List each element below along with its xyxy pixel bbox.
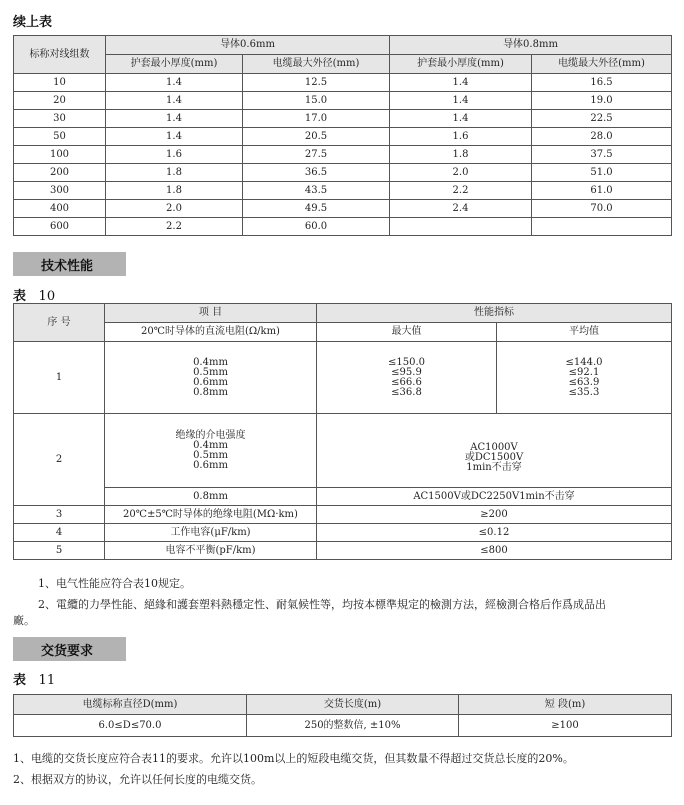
row5-value: ≤800 — [317, 542, 672, 560]
cell-diameter-08: 22.5 — [532, 110, 672, 128]
cell-pair-count: 300 — [14, 182, 106, 200]
row5-seq: 5 — [14, 542, 105, 560]
row1-avg: ≤144.0 — [565, 356, 603, 368]
cell-diameter-08: 70.0 — [532, 200, 672, 218]
row1-seq: 1 — [14, 342, 105, 414]
header-conductor-08: 导体0.8mm — [390, 36, 672, 55]
cell-pair-count: 30 — [14, 110, 106, 128]
cell-diameter-06: 36.5 — [243, 164, 390, 182]
cell-diameter-06: 17.0 — [243, 110, 390, 128]
header-cable-diameter: 电缆标称直径D(mm) — [14, 695, 247, 715]
note11-1: 1、电缆的交货长度应符合表11的要求。允许以100m以上的短段电缆交货，但其数量不得超过交货总长度的20%。 — [13, 752, 574, 765]
cell-thickness-06: 1.8 — [106, 164, 243, 182]
note11-2: 2、根据双方的协议，允许以任何长度的电缆交货。 — [13, 773, 262, 786]
cell-thickness-08: 1.4 — [390, 92, 532, 110]
row1-avg: ≤92.1 — [568, 366, 600, 378]
continuation-title: 续上表 — [13, 15, 53, 30]
section-technical-performance: 技术性能 — [13, 252, 126, 276]
row3-seq: 3 — [14, 506, 105, 524]
row3-item: 20℃±5℃时导体的绝缘电阻(MΩ·km) — [105, 506, 317, 524]
cell-thickness-08: 2.2 — [390, 182, 532, 200]
cell-pair-count: 400 — [14, 200, 106, 218]
cell-diameter-06: 49.5 — [243, 200, 390, 218]
row1-avg: ≤63.9 — [568, 376, 600, 388]
row1-max: ≤95.9 — [391, 366, 422, 378]
cell-thickness-06: 2.2 — [106, 218, 243, 236]
cell-pair-count: 50 — [14, 128, 106, 146]
cell-diameter-06: 20.5 — [243, 128, 390, 146]
row1-max: ≤150.0 — [387, 356, 425, 368]
row2-value: 或DC1500V — [464, 451, 524, 463]
table11-number: 11 — [38, 673, 56, 688]
cell-diameter-08: 61.0 — [532, 182, 672, 200]
table-row — [14, 200, 672, 218]
cell-diameter-range: 6.0≤D≤70.0 — [14, 715, 247, 737]
cell-thickness-06: 1.4 — [106, 110, 243, 128]
table10-label: 表 — [13, 289, 27, 304]
row2-seq: 2 — [14, 414, 105, 506]
cell-diameter-08: 19.0 — [532, 92, 672, 110]
row1-size: 0.8mm — [193, 386, 228, 398]
cell-thickness-06: 2.0 — [106, 200, 243, 218]
header-delivery-length: 交货长度(m) — [247, 695, 459, 715]
row2-size: 0.8mm — [105, 488, 317, 506]
row1-avg: ≤35.3 — [568, 386, 600, 398]
table11-label: 表 — [13, 673, 27, 688]
note10-1: 1、电气性能应符合表10规定。 — [38, 577, 191, 590]
header-seq: 序 号 — [14, 304, 105, 342]
technical-performance-table — [13, 303, 672, 560]
cell-pair-count: 10 — [14, 74, 106, 92]
header-cable-diameter: 电缆最大外径(mm) — [532, 55, 672, 74]
cell-diameter-08: 37.5 — [532, 146, 672, 164]
row5-item: 电容不平衡(pF/km) — [105, 542, 317, 560]
table-row — [14, 110, 672, 128]
cell-diameter-08: 51.0 — [532, 164, 672, 182]
cell-pair-count: 100 — [14, 146, 106, 164]
table-row — [14, 164, 672, 182]
cell-thickness-06: 1.6 — [106, 146, 243, 164]
row4-item: 工作电容(μF/km) — [105, 524, 317, 542]
header-pair-count: 标称对线组数 — [14, 36, 106, 74]
cell-diameter-06: 60.0 — [243, 218, 390, 236]
row2-title: 绝缘的介电强度 — [175, 429, 246, 441]
row4-value: ≤0.12 — [317, 524, 672, 542]
row2-value: AC1000V — [470, 441, 518, 453]
table10-number: 10 — [38, 289, 56, 304]
row2-size: 0.5mm — [193, 449, 228, 461]
note10-2-cont: 廠。 — [13, 614, 35, 627]
cell-thickness-08: 1.4 — [390, 74, 532, 92]
note10-2: 2、電纜的力學性能、絕緣和護套塑料熱穩定性、耐氣候性等，均按本標準規定的檢測方法，經檢測合格后作爲成品出 — [38, 598, 606, 611]
header-avg: 平均值 — [497, 323, 672, 342]
header-sheath-thickness: 护套最小厚度(mm) — [390, 55, 532, 74]
section-delivery-requirements: 交货要求 — [13, 637, 126, 661]
header-performance: 性能指标 — [317, 304, 672, 323]
header-conductor-06: 导体0.6mm — [106, 36, 390, 55]
row4-seq: 4 — [14, 524, 105, 542]
cell-pair-count: 600 — [14, 218, 106, 236]
cell-thickness-06: 1.4 — [106, 128, 243, 146]
row2-size: 0.6mm — [193, 459, 228, 471]
cell-pair-count: 20 — [14, 92, 106, 110]
row1-size: 0.6mm — [193, 376, 228, 388]
row1-max: ≤66.6 — [391, 376, 422, 388]
table-row — [14, 218, 672, 236]
row2-value-08: AC1500V或DC2250V1min不击穿 — [317, 488, 672, 506]
cell-diameter-06: 43.5 — [243, 182, 390, 200]
table11-caption — [13, 669, 55, 688]
header-max: 最大值 — [317, 323, 497, 342]
cell-thickness-08: 2.0 — [390, 164, 532, 182]
table-row — [14, 182, 672, 200]
row1-size: 0.4mm — [193, 356, 228, 368]
cell-thickness-08: 1.8 — [390, 146, 532, 164]
row1-max: ≤36.8 — [391, 386, 422, 398]
cell-delivery-length: 250的整数倍, ±10% — [247, 715, 459, 737]
row2-size: 0.4mm — [193, 439, 228, 451]
table-row — [14, 128, 672, 146]
cell-diameter-08 — [532, 218, 672, 236]
cell-thickness-06: 1.4 — [106, 92, 243, 110]
table-row — [14, 146, 672, 164]
cell-pair-count: 200 — [14, 164, 106, 182]
cell-diameter-08: 16.5 — [532, 74, 672, 92]
table10-caption — [13, 285, 55, 304]
cell-thickness-08: 1.6 — [390, 128, 532, 146]
row3-value: ≥200 — [317, 506, 672, 524]
header-item: 项 目 — [105, 304, 317, 323]
header-dc-resistance: 20℃时导体的直流电阻(Ω/km) — [105, 323, 317, 342]
cell-thickness-08: 1.4 — [390, 110, 532, 128]
cell-thickness-06: 1.8 — [106, 182, 243, 200]
header-sheath-thickness: 护套最小厚度(mm) — [106, 55, 243, 74]
header-cable-diameter: 电缆最大外径(mm) — [243, 55, 390, 74]
cell-diameter-06: 15.0 — [243, 92, 390, 110]
cell-diameter-06: 27.5 — [243, 146, 390, 164]
table-row — [14, 74, 672, 92]
cell-thickness-08 — [390, 218, 532, 236]
delivery-table — [13, 694, 672, 737]
cell-diameter-06: 12.5 — [243, 74, 390, 92]
table-row — [14, 92, 672, 110]
cell-thickness-06: 1.4 — [106, 74, 243, 92]
row1-size: 0.5mm — [193, 366, 228, 378]
header-short-length: 短 段(m) — [459, 695, 672, 715]
cell-short-length: ≥100 — [459, 715, 672, 737]
row2-value: 1min不击穿 — [466, 461, 522, 473]
cell-diameter-08: 28.0 — [532, 128, 672, 146]
cable-dimension-table — [13, 35, 672, 236]
cell-thickness-08: 2.4 — [390, 200, 532, 218]
